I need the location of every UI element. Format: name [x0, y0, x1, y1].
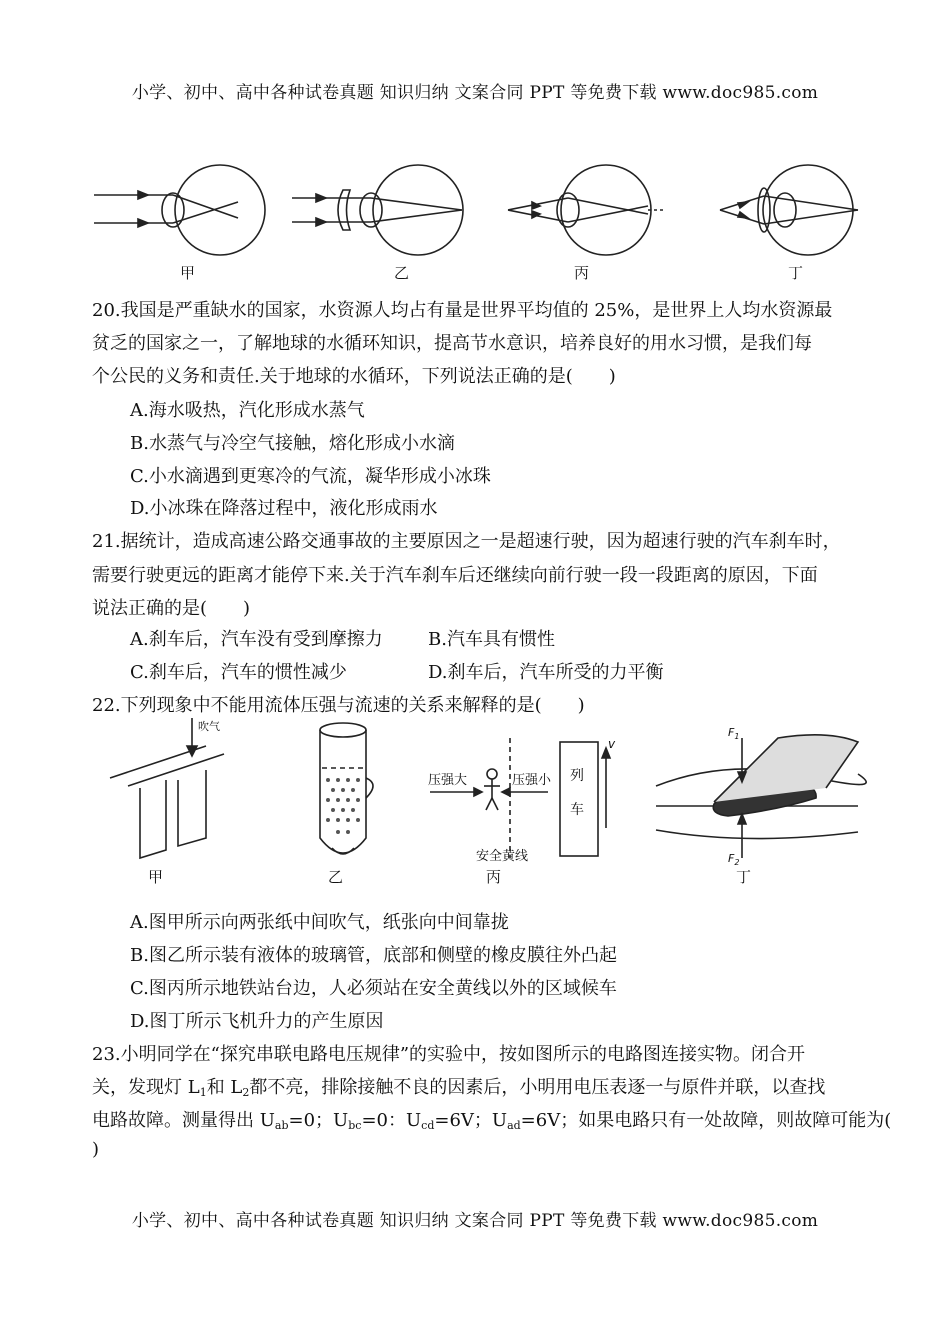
q21-option-b: B.汽车具有惯性: [428, 629, 555, 650]
eye-label-bing: 丙: [574, 264, 590, 282]
q20-option-d: D.小冰珠在降落过程中，液化形成雨水: [130, 498, 438, 519]
eye-diagram-jia: [94, 165, 265, 255]
fluid-pressure-figure: [88, 718, 878, 890]
velocity-label: v: [608, 737, 616, 751]
pressure-big-label: 压强大: [428, 773, 468, 788]
q21-option-c: C.刹车后，汽车的惯性减少: [130, 662, 347, 683]
eye-label-ding: 丁: [788, 264, 804, 282]
q22-option-b: B.图乙所示装有液体的玻璃管，底部和侧壁的橡皮膜往外凸起: [130, 945, 617, 966]
q23-stem-line-4: ): [92, 1139, 100, 1160]
q20-option-c: C.小水滴遇到更寒冷的气流，凝华形成小冰珠: [130, 466, 491, 487]
q21-option-a: A.刹车后，汽车没有受到摩擦力: [130, 629, 383, 650]
pressure-small-label: 压强小: [512, 773, 552, 788]
eye-diagram-ding: [720, 165, 858, 255]
figure-ding-wing: [656, 735, 866, 858]
figure-jia-two-papers: [110, 718, 224, 858]
fig2-label-ding: 丁: [736, 868, 752, 886]
q20-stem-line-2: 贫乏的国家之一，了解地球的水循环知识，提高节水意识，培养良好的用水习惯，是我们每: [92, 333, 812, 354]
q23-stem-line-3: 电路故障。测量得出 $U_{ab}=0$；$U_{bc}=0$：$U_{cd}=6V$；$U_{ad}=6V$；如果电路只有一处故障，则故障可能为(: [92, 1110, 892, 1132]
page-header: 小学、初中、高中各种试卷真题 知识归纳 文案合同 PPT 等免费下载 www.doc985.com: [131, 83, 819, 103]
q22-option-c: C.图丙所示地铁站台边，人必须站在安全黄线以外的区域候车: [130, 978, 617, 999]
q22-option-d: D.图丁所示飞机升力的产生原因: [130, 1011, 384, 1032]
f2-label: $F_2$: [728, 852, 740, 867]
figure-yi-glass-tube: [320, 723, 373, 854]
q23-stem-line-2: 关，发现灯 $L_1$和 $L_2$都不亮，排除接触不良的因素后，小明用电压表逐一与原件并联，以查找: [92, 1077, 826, 1099]
f1-label: $F_1$: [728, 726, 740, 741]
fig2-label-bing: 丙: [486, 868, 502, 886]
train-label-2: 车: [570, 802, 584, 818]
eye-figure: [88, 158, 878, 286]
q23-stem-line-1: 23.小明同学在“探究串联电路电压规律”的实验中，按如图所示的电路图连接实物。闭合开: [92, 1044, 806, 1065]
eye-diagram-yi: [292, 165, 463, 255]
fig2-label-yi: 乙: [328, 868, 344, 886]
q20-stem-line-1: 20.我国是严重缺水的国家，水资源人均占有量是世界平均值的 25%，是世界上人均水资源最: [92, 300, 833, 321]
figure-bing-platform: [430, 738, 610, 858]
q21-option-d: D.刹车后，汽车所受的力平衡: [428, 662, 664, 683]
train-label-1: 列: [570, 768, 584, 784]
page-footer: 小学、初中、高中各种试卷真题 知识归纳 文案合同 PPT 等免费下载 www.doc985.com: [131, 1211, 819, 1231]
eye-diagram-bing: [508, 165, 663, 255]
q21-stem-line-3: 说法正确的是( ): [92, 598, 251, 619]
blow-label: 吹气: [198, 720, 220, 733]
eye-label-jia: 甲: [180, 264, 196, 282]
fig2-label-jia: 甲: [148, 868, 164, 886]
safety-line-label: 安全黄线: [476, 849, 529, 864]
eye-label-yi: 乙: [394, 264, 410, 282]
q21-stem-line-2: 需要行驶更远的距离才能停下来.关于汽车刹车后还继续向前行驶一段一段距离的原因，下面: [92, 565, 818, 586]
q21-stem-line-1: 21.据统计，造成高速公路交通事故的主要原因之一是超速行驶，因为超速行驶的汽车刹车时，: [92, 531, 841, 552]
q20-stem-line-3: 个公民的义务和责任.关于地球的水循环，下列说法正确的是( ): [92, 366, 616, 387]
q20-option-b: B.水蒸气与冷空气接触，熔化形成小水滴: [130, 433, 455, 454]
q22-stem: 22.下列现象中不能用流体压强与流速的关系来解释的是( ): [92, 695, 585, 716]
q20-option-a: A.海水吸热，汽化形成水蒸气: [130, 400, 365, 421]
q22-option-a: A.图甲所示向两张纸中间吹气，纸张向中间靠拢: [130, 912, 509, 933]
